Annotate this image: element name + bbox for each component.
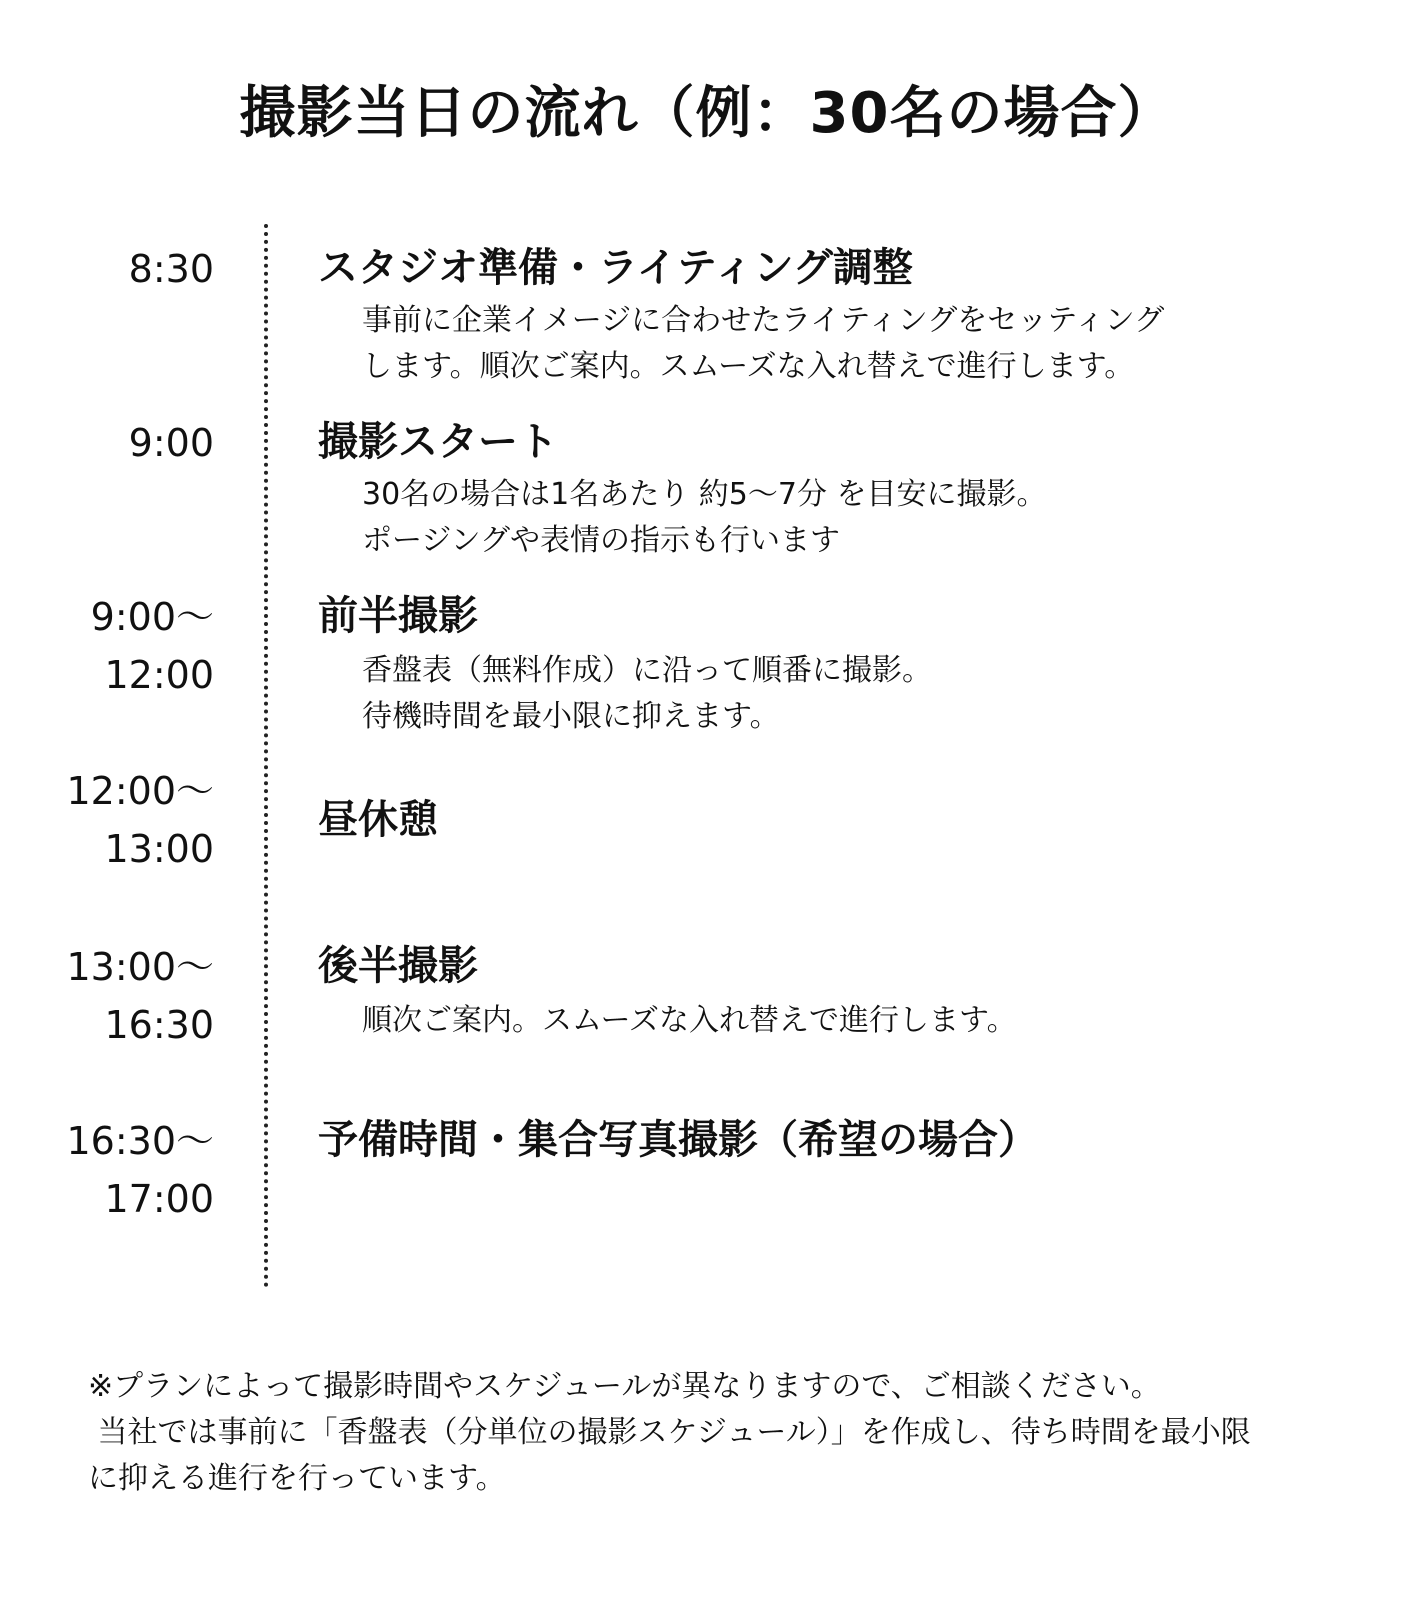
note-line: 当社では事前に「香盤表（分単位の撮影スケジュール）」を作成し、待ち時間を最小限: [88, 1415, 1251, 1450]
schedule-heading-5: 後半撮影: [318, 943, 478, 989]
description-line: します。順次ご案内。スムーズな入れ替えで進行します。: [362, 349, 1135, 384]
time-line: 8:30: [128, 247, 214, 291]
schedule-time-3: [91, 588, 214, 704]
time-line: 9:00: [128, 421, 214, 465]
schedule-description-5: [362, 998, 1017, 1044]
time-line: 13:00〜: [66, 945, 214, 989]
schedule-time-6: [66, 1112, 214, 1228]
schedule-heading-2: 撮影スタート: [318, 419, 558, 465]
schedule-heading-4: 昼休憩: [318, 797, 438, 843]
schedule-time-5: [66, 938, 214, 1054]
description-line: 順次ご案内。スムーズな入れ替えで進行します。: [362, 1003, 1017, 1038]
schedule-description-3: [362, 648, 932, 740]
description-line: 待機時間を最小限に抑えます。: [362, 699, 780, 734]
schedule-heading-1: スタジオ準備・ライティング調整: [318, 245, 913, 291]
description-line: 事前に企業イメージに合わせたライティングをセッティング: [362, 303, 1165, 338]
schedule-heading-6: 予備時間・集合写真撮影（希望の場合）: [318, 1117, 1038, 1163]
note-line: ※プランによって撮影時間やスケジュールが異なりますので、ご相談ください。: [88, 1369, 1161, 1404]
schedule-heading-3: 前半撮影: [318, 593, 478, 639]
schedule-description-1: [362, 298, 1164, 390]
schedule-time-4: [66, 762, 214, 878]
timeline-divider: [264, 224, 268, 1288]
schedule-time-2: [129, 414, 214, 472]
time-line: 16:30: [104, 1003, 214, 1047]
schedule-description-2: [362, 472, 1047, 564]
time-line: 17:00: [104, 1177, 214, 1221]
description-line: 30名の場合は1名あたり 約5〜7分 を目安に撮影。: [362, 477, 1047, 512]
page-title: 撮影当日の流れ（例：30名の場合）: [239, 81, 1175, 146]
note-line: に抑える進行を行っています。: [88, 1461, 506, 1496]
footer-note: [88, 1364, 1251, 1502]
description-line: 香盤表（無料作成）に沿って順番に撮影。: [362, 653, 932, 688]
time-line: 16:30〜: [66, 1119, 214, 1163]
time-line: 9:00〜: [90, 595, 214, 639]
description-line: ポージングや表情の指示も行います: [362, 523, 841, 558]
time-line: 13:00: [104, 827, 214, 871]
schedule-time-1: [129, 240, 214, 298]
time-line: 12:00〜: [66, 769, 214, 813]
time-line: 12:00: [104, 653, 214, 697]
